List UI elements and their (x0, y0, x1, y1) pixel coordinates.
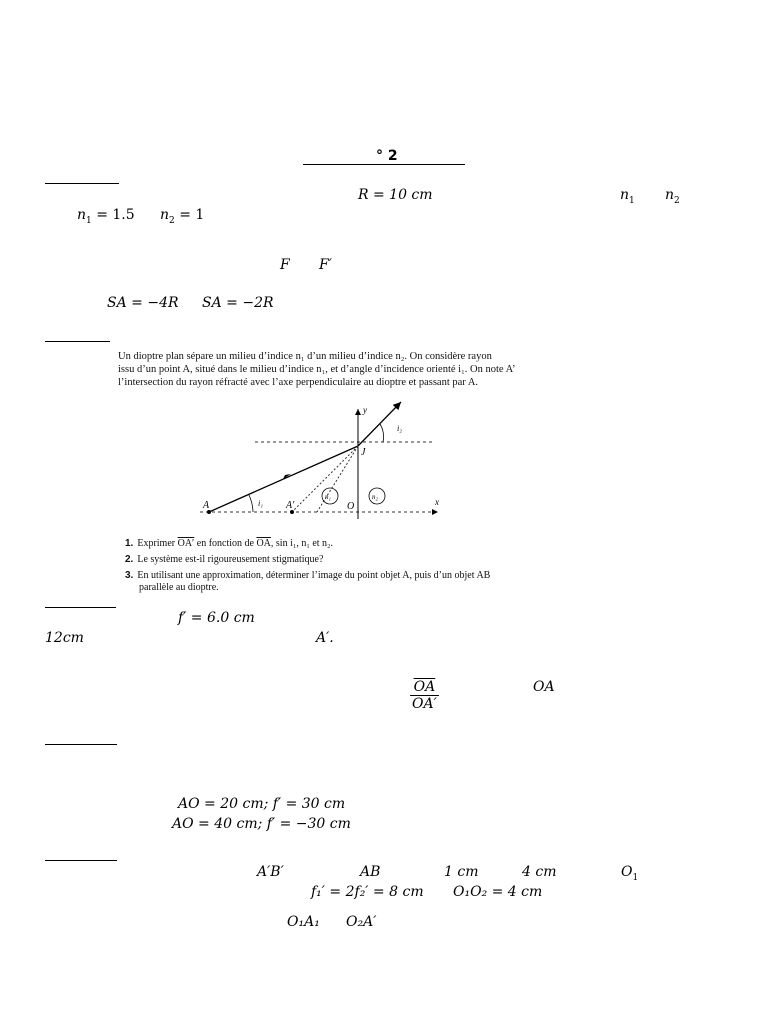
section-5-rule (45, 860, 117, 861)
oa-term: OA (533, 679, 555, 695)
label-n1: n₁ (325, 493, 331, 501)
fraction-numerator: $\overline{OA}$ (410, 679, 439, 696)
case-2: AO = 40 cm; f′ = −30 cm (172, 816, 351, 832)
n1-value: $n_1 = 1.5$ (77, 207, 135, 226)
dioptre-problem-text: Un dioptre plan sépare un milieu d’indice n₁ d’un milieu d’indice n₂. On considère rayon issu d’un point A, situé dans le milieu d’indice n₁, et d’angle d’incidence orienté i₁. On note A’ l’intersection du rayon réfracté avec l’axe perpendiculaire au dioptre et passant par A. (118, 351, 516, 388)
n1-symbol: $n_1$ (620, 187, 635, 206)
label-x: x (435, 497, 439, 507)
label-i2: i₂ (397, 424, 403, 433)
label-A: A (203, 500, 210, 511)
section-2-rule (45, 341, 110, 342)
section-1-rule (45, 183, 119, 184)
distance-O1A1: O₁A₁ (287, 914, 320, 930)
radius-formula: R = 10 cm (358, 187, 433, 203)
distance-O2Ap: O₂A′ (346, 914, 377, 930)
lens-spacing: O₁O₂ = 4 cm (453, 884, 543, 900)
n2-symbol: $n_2$ (665, 187, 680, 206)
focal-relation: f₁′ = 2f₂′ = 8 cm (311, 884, 424, 900)
image-point-A-prime: A′. (316, 630, 334, 646)
question-3: 3. En utilisant une approximation, déterminer l’image du point objet A, puis d’un objet AB (125, 570, 491, 581)
distance-12cm: 12cm (45, 630, 84, 646)
section-4-rule (45, 744, 117, 745)
section-3-rule (45, 607, 116, 608)
label-O: O (347, 501, 355, 512)
question-3-cont: parallèle au dioptre. (139, 582, 219, 593)
title-underline (303, 164, 465, 165)
angle-i2-arc (380, 424, 384, 442)
angle-i1-arc (249, 495, 253, 512)
sa-case-1: SA = −4R (107, 295, 179, 311)
fraction-denominator: OA′ (412, 696, 437, 712)
label-i1: i₁ (258, 499, 264, 508)
n2-value: $n_2 = 1$ (160, 207, 205, 226)
image-ApBp: A′B′ (257, 864, 284, 880)
focus-F-prime: F′ (319, 257, 332, 273)
label-J: J (361, 447, 366, 458)
case-1: AO = 20 cm; f′ = 30 cm (178, 796, 346, 812)
object-AB: AB (360, 864, 381, 880)
magnification-fraction (410, 679, 439, 712)
focal-length: f′ = 6.0 cm (178, 610, 255, 626)
center-O1: $O_1$ (621, 864, 639, 883)
label-n2: n₂ (372, 493, 378, 501)
label-A-prime: A′ (286, 500, 295, 511)
size-4cm: 4 cm (522, 864, 557, 880)
label-y: y (363, 405, 367, 415)
size-1cm: 1 cm (444, 864, 479, 880)
exercise-title: ° 2 (376, 148, 398, 164)
dioptre-figure (195, 395, 450, 525)
question-1: 1. Exprimer OA′ en fonction de $\overline{OA}$, sin i₁, n₁ et n₂. (125, 538, 334, 549)
focus-F: F (280, 257, 290, 273)
sa-case-2: SA = −2R (202, 295, 274, 311)
question-2: 2. Le système est-il rigoureusement stigmatique? (125, 554, 324, 565)
